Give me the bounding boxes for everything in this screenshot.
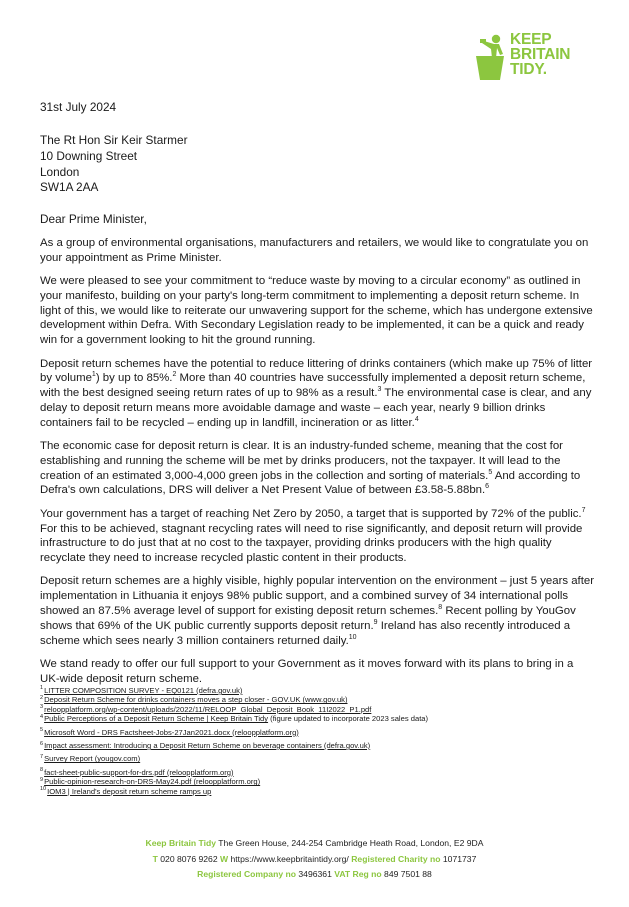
footnote-item [40,714,600,723]
footer-line-contact [0,852,629,868]
body-paragraph [40,357,594,431]
footnote-number: 7 [40,753,44,760]
footnote-number: 8 [40,767,44,774]
footnote-link[interactable]: Survey Report (yougov.com) [44,754,141,764]
footer-org-name: Keep Britain Tidy [145,838,217,848]
footnote-link[interactable]: Public Perceptions of a Deposit Return Scheme | Keep Britain Tidy [44,714,269,724]
paragraph-text: For this to be achieved, stagnant recycling rates will need to rise significantly, and deposit return will provide infrastructure to do just that at no cost to the taxpayer, providing drinks producers with the high quality recyclate they need to increase recycled plastic content in their products. [40,522,583,565]
footnote-link[interactable]: IOM3 | Ireland's deposit return scheme ramps up [47,786,212,796]
address-line: SW1A 2AA [40,180,99,195]
footer-charity-number: 1071737 [440,853,477,864]
footnote-number: 3 [40,704,44,711]
footnote-marker: 8 [438,604,443,612]
letterhead-footer [0,836,629,883]
footnote-marker: 2 [172,371,177,379]
footnote-number: 5 [40,727,44,734]
letter-body [40,236,594,695]
recipient-address [40,133,188,196]
footnote-number: 1 [40,685,44,692]
salutation: Dear Prime Minister, [40,212,147,226]
body-paragraph [40,507,594,566]
paragraph-text: Ireland has also recently introduced a scheme which sees nearly 3 million containers returned daily. [40,619,571,647]
footnote-link[interactable]: Public-opinion-research-on-DRS-May24.pdf (reloopplatform.org) [44,777,261,787]
footnotes [40,686,600,796]
footnote-link[interactable]: Impact assessment: Introducing a Deposit Return Scheme on beverage containers (defra.gov.uk) [44,741,371,751]
footnote-number: 6 [40,740,44,747]
footnote-item [40,741,600,750]
footnote-link[interactable]: fact-sheet-public-support-for-drs.pdf (reloopplatform.org) [44,767,234,777]
footnote-marker: 4 [414,415,419,423]
footnote-note: (figure updated to incorporate 2023 sales data) [268,714,429,724]
body-paragraph [40,236,594,266]
footnote-marker: 10 [348,633,357,641]
paragraph-text: More than 40 countries have successfully implemented a deposit return scheme, with the best designed seeing return rates of up to 98% as a result. [40,372,586,400]
letter-date: 31st July 2024 [40,100,117,114]
body-paragraph [40,657,594,687]
footnote-item [40,768,600,777]
body-paragraph [40,274,594,348]
footnote-marker: 9 [373,619,378,627]
footer-vat-label: VAT Reg no [334,869,382,879]
footnote-number: 10 [40,786,47,793]
logo-line: TIDY. [510,61,547,78]
footnote-item [40,705,600,714]
address-line: London [40,164,80,179]
footnote-item [40,686,600,695]
footer-charity-label: Registered Charity no [351,853,441,864]
paragraph-text: We were pleased to see your commitment to “reduce waste by moving to a circular economy” as outlined in your manifesto, building on your party's long-term commitment to implementing a deposit return scheme. In light of this, we would like to reiterate our unwavering support for the scheme, which has undergone extensive development within Defra. With Secondary Legislation ready to be implemented, it can be a quick and ready win for a government looking to hit the ground running. [40,275,593,347]
body-paragraph [40,574,594,648]
footer-company-number: 3496361 [296,869,335,879]
keep-britain-tidy-logo [472,32,594,82]
footnote-marker: 7 [581,506,586,514]
footnote-marker: 6 [485,483,490,491]
address-line: The Rt Hon Sir Keir Starmer [40,133,188,147]
footer-line-address [0,836,629,852]
paragraph-text: Your government has a target of reaching Net Zero by 2050, a target that is supported by 72% of the public. [40,507,582,520]
paragraph-text: And according to Defra's own calculations, DRS will deliver a Net Present Value of between £3.58-5.88bn. [40,469,581,497]
footnote-marker: 1 [91,371,96,379]
footnote-number: 4 [40,713,44,720]
footnote-item [40,777,600,786]
paragraph-text: Deposit return schemes are a highly visible, highly popular intervention on the environment – just 5 years after implementation in Lithuania it enjoys 98% public support, and a combined survey of 34 international polls showed an 87.5% average level of support for existing deposit return schemes. [40,575,595,618]
paragraph-text: Recent polling by YouGov shows that 69% of the UK public currently supports deposit return. [40,605,576,632]
footnote-link[interactable]: Deposit Return Scheme for drinks containers moves a step closer - GOV.UK (www.gov.uk) [44,695,348,705]
footnote-link[interactable]: Microsoft Word - DRS Factsheet-Jobs-27Jan2021.docx (reloopplatform.org) [44,727,299,737]
paragraph-text: As a group of environmental organisations, manufacturers and retailers, we would like to congratulate you on your appointment as Prime Minister. [40,237,589,264]
logo-line: BRITAIN [510,46,571,63]
footnote-item [40,728,600,737]
address-line: 10 Downing Street [40,148,138,163]
footnote-number: 9 [40,776,44,783]
paragraph-text: The environmental case is clear, and any delay to deposit return means more avoidable damage and waste – each year, nearly 9 billion drinks containers fail to be recycled – ending up in landfill, incineration or as litter. [40,387,592,429]
footer-address: The Green House, 244-254 Cambridge Heath Road, London, E2 9DA [216,838,484,848]
paragraph-text: We stand ready to offer our full support to your Government as it moves forward with its plans to bring in a UK-wide deposit return scheme. [40,657,574,685]
footer-web-label: W [220,853,229,864]
body-paragraph [40,439,594,498]
footer-website[interactable]: https://www.keepbritaintidy.org/ [228,853,352,864]
footnote-item [40,754,600,763]
footnote-link[interactable]: LITTER COMPOSITION SURVEY - EQ0121 (defra.gov.uk) [44,686,243,695]
footer-vat-number: 849 7501 88 [381,869,432,879]
paragraph-text: Deposit return schemes have the potential to reduce littering of drinks containers (which make up 75% of litter by volume [40,357,593,385]
paragraph-text: ) by up to 85%. [95,372,173,385]
footnote-item [40,787,600,796]
footnote-item [40,695,600,704]
footer-company-label: Registered Company no [197,869,296,879]
footnote-marker: 5 [488,468,493,476]
logo-wordmark [510,32,570,77]
logo-line: KEEP [510,31,552,48]
paragraph-text: The economic case for deposit return is clear. It is an industry-funded scheme, meaning that the cost for establishing and running the scheme will be met by drinks producers, not the taxpayer. It will lead to the creation of an estimated 3,000-4,000 green jobs in the collection and sorting of materials. [40,440,563,482]
footer-phone: 020 8076 9262 [157,853,220,864]
footnote-link[interactable]: reloopplatform.org/wp-content/uploads/2022/11/RELOOP_Global_Deposit_Book_11I2022_P1.pdf [44,704,372,714]
footnote-marker: 3 [377,386,382,394]
footer-line-registration [0,867,629,883]
footnote-number: 2 [40,694,44,701]
tidyman-icon [472,34,508,80]
footer-phone-label: T [152,853,158,864]
